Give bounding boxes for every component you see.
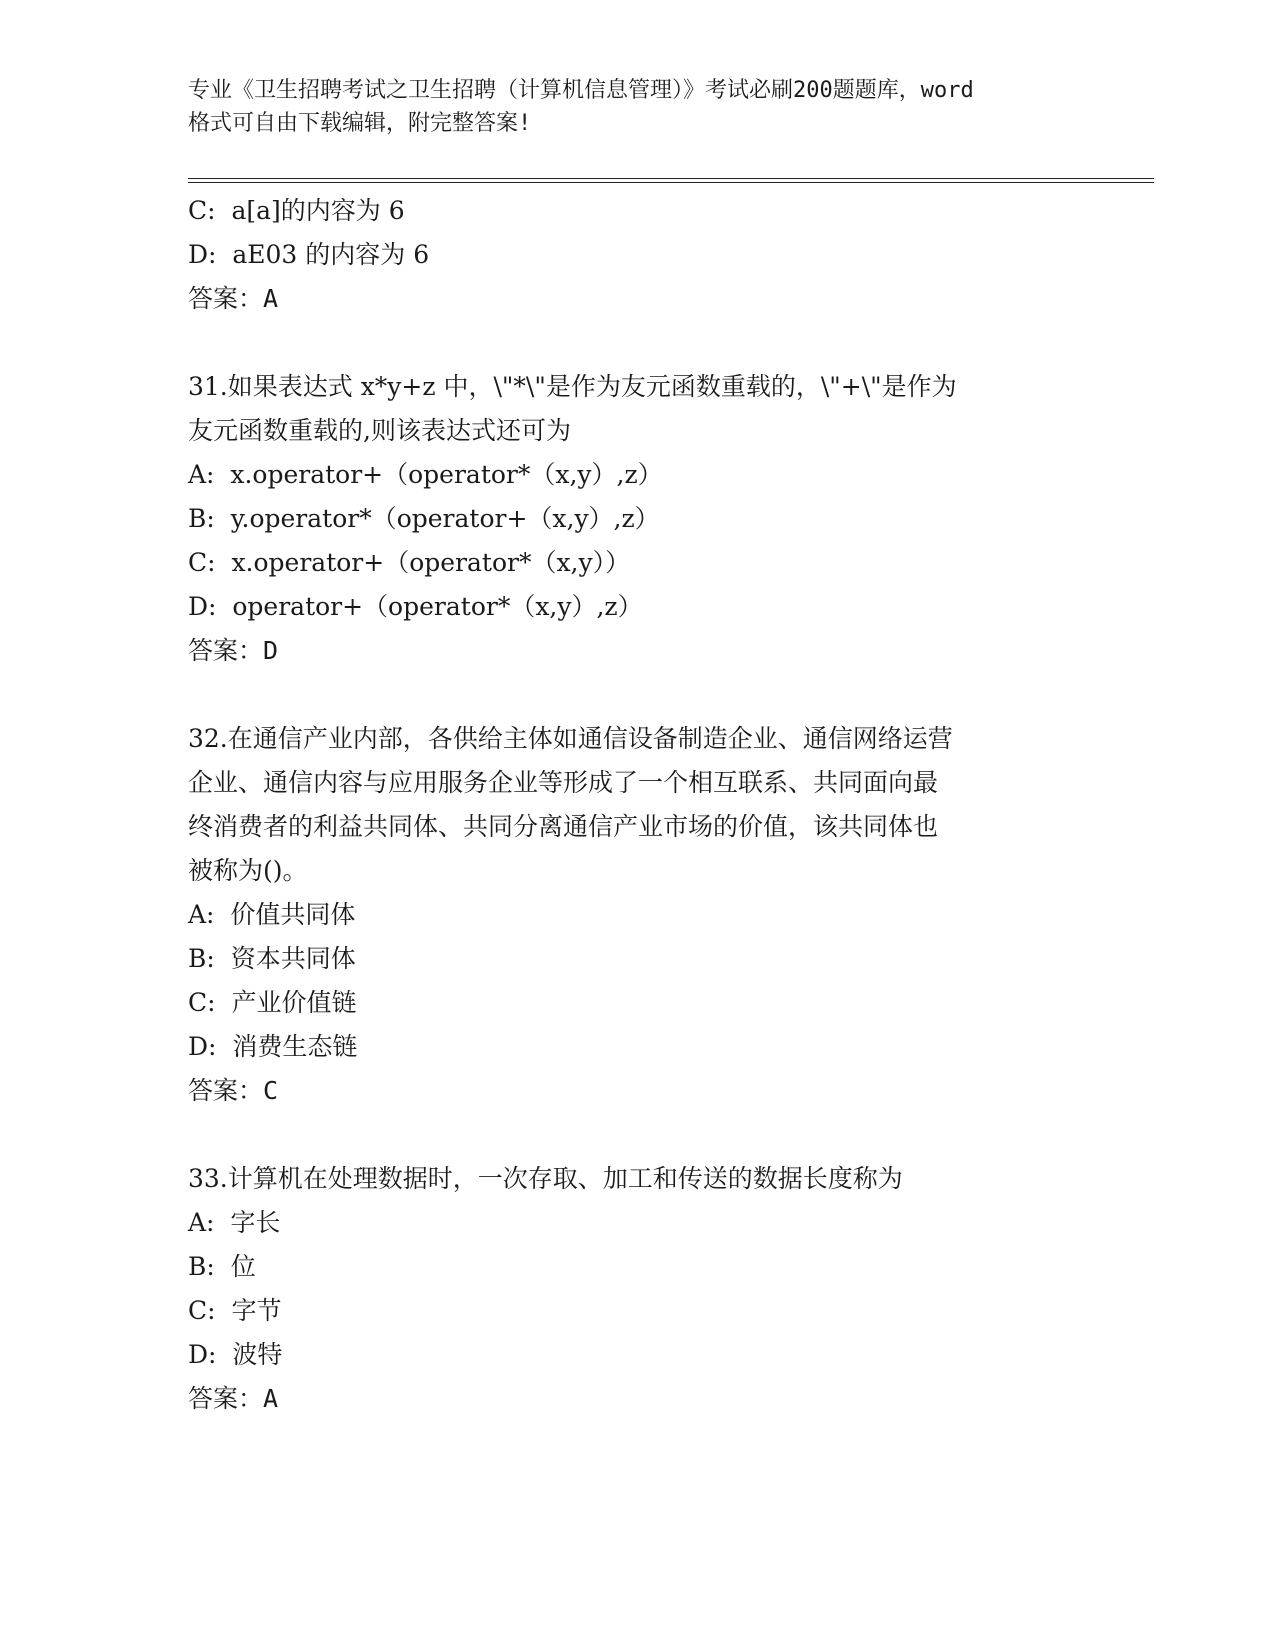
q31-answer: 答案：D xyxy=(188,636,279,665)
q31-stem-line-2: 友元函数重载的,则该表达式还可为 xyxy=(188,416,571,445)
q30-option-d: D: aE03 的内容为 6 xyxy=(188,240,430,269)
q32-stem-line-2: 企业、通信内容与应用服务企业等形成了一个相互联系、共同面向最 xyxy=(188,768,939,797)
q32-option-c: C: 产业价值链 xyxy=(188,988,357,1017)
q33-option-c: C: 字节 xyxy=(188,1296,282,1325)
q31-option-c: C: x.operator+（operator*（x,y）） xyxy=(188,548,631,577)
header-line-2: 格式可自由下载编辑，附完整答案! xyxy=(188,111,532,136)
q33-option-d: D: 波特 xyxy=(188,1340,283,1369)
q32-stem-line-4: 被称为()。 xyxy=(188,856,308,885)
q30-answer: 答案：A xyxy=(188,284,279,313)
q33-option-b: B: 位 xyxy=(188,1252,256,1281)
header-rule-top xyxy=(188,178,1154,179)
q31-option-a: A: x.operator+（operator*（x,y）,z） xyxy=(188,460,663,489)
q32-stem-line-1: 32.在通信产业内部，各供给主体如通信设备制造企业、通信网络运营 xyxy=(188,724,953,753)
q33-stem-line-1: 33.计算机在处理数据时，一次存取、加工和传送的数据长度称为 xyxy=(188,1164,903,1193)
q32-option-a: A: 价值共同体 xyxy=(188,900,356,929)
q32-answer: 答案：C xyxy=(188,1076,279,1105)
q30-option-c: C: a[a]的内容为 6 xyxy=(188,196,405,225)
q31-option-b: B: y.operator*（operator+（x,y）,z） xyxy=(188,504,660,533)
q31-option-d: D: operator+（operator*（x,y）,z） xyxy=(188,592,643,621)
header-line-1: 专业《卫生招聘考试之卫生招聘（计算机信息管理）》考试必刷200题题库，word xyxy=(188,78,974,103)
q33-option-a: A: 字长 xyxy=(188,1208,281,1237)
q32-option-b: B: 资本共同体 xyxy=(188,944,356,973)
document-header xyxy=(188,74,1088,140)
q33-answer: 答案：A xyxy=(188,1384,279,1413)
q31-stem-line-1: 31.如果表达式 x*y+z 中，\"*\"是作为友元函数重载的，\"+\"是作为 xyxy=(188,372,957,401)
header-rule-bottom xyxy=(188,182,1154,183)
q32-stem-line-3: 终消费者的利益共同体、共同分离通信产业市场的价值，该共同体也 xyxy=(188,812,939,841)
q32-option-d: D: 消费生态链 xyxy=(188,1032,358,1061)
